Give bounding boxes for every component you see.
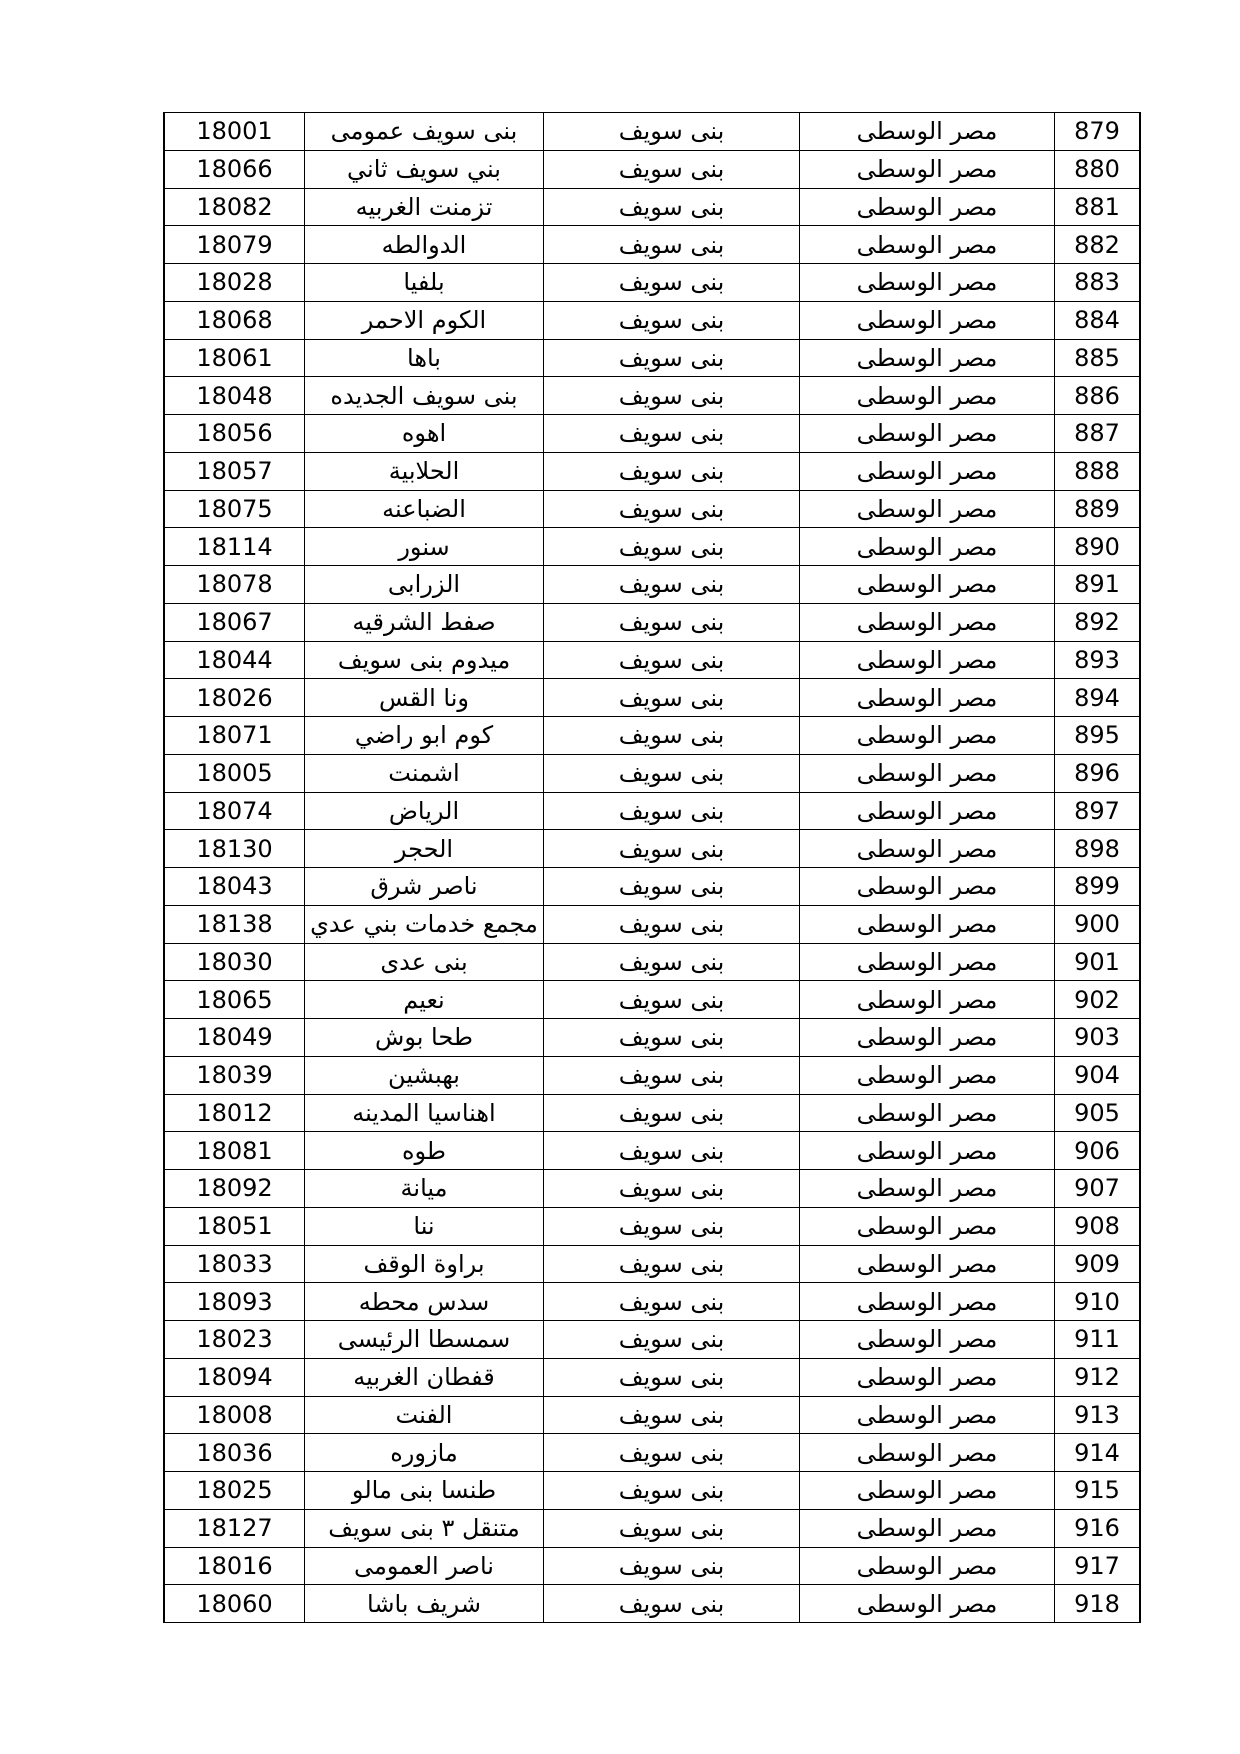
table-row [164, 1132, 1140, 1170]
table-row [164, 1283, 1140, 1321]
code-cell: 18071 [164, 717, 305, 755]
office-cell: مجمع خدمات بني عدي [305, 905, 544, 943]
table-row [164, 1321, 1140, 1359]
row-number-cell: 888 [1055, 452, 1141, 490]
region-cell: مصر الوسطى [800, 528, 1055, 566]
row-number-cell: 918 [1055, 1585, 1141, 1623]
office-cell: سمسطا الرئيسى [305, 1321, 544, 1359]
code-cell: 18051 [164, 1207, 305, 1245]
table-row [164, 452, 1140, 490]
table-row [164, 830, 1140, 868]
region-cell: مصر الوسطى [800, 981, 1055, 1019]
table-row [164, 1396, 1140, 1434]
table-row [164, 1358, 1140, 1396]
code-cell: 18016 [164, 1547, 305, 1585]
office-cell: اشمنت [305, 754, 544, 792]
code-cell: 18060 [164, 1585, 305, 1623]
office-cell: بنى سويف عمومى [305, 113, 544, 151]
office-cell: الرياض [305, 792, 544, 830]
code-cell: 18068 [164, 301, 305, 339]
table-row [164, 528, 1140, 566]
office-cell: بلفيا [305, 264, 544, 302]
row-number-cell: 902 [1055, 981, 1141, 1019]
table-row [164, 754, 1140, 792]
office-cell: ميدوم بنى سويف [305, 641, 544, 679]
governorate-cell: بنى سويف [544, 754, 800, 792]
code-cell: 18138 [164, 905, 305, 943]
office-cell: الكوم الاحمر [305, 301, 544, 339]
region-cell: مصر الوسطى [800, 1509, 1055, 1547]
governorate-cell: بنى سويف [544, 717, 800, 755]
row-number-cell: 900 [1055, 905, 1141, 943]
row-number-cell: 910 [1055, 1283, 1141, 1321]
region-cell: مصر الوسطى [800, 490, 1055, 528]
governorate-cell: بنى سويف [544, 528, 800, 566]
code-cell: 18028 [164, 264, 305, 302]
code-cell: 18036 [164, 1434, 305, 1472]
region-cell: مصر الوسطى [800, 1170, 1055, 1208]
row-number-cell: 908 [1055, 1207, 1141, 1245]
governorate-cell: بنى سويف [544, 301, 800, 339]
table-row [164, 1472, 1140, 1510]
office-cell: بنى سويف الجديده [305, 377, 544, 415]
governorate-cell: بنى سويف [544, 1547, 800, 1585]
governorate-cell: بنى سويف [544, 641, 800, 679]
row-number-cell: 884 [1055, 301, 1141, 339]
row-number-cell: 911 [1055, 1321, 1141, 1359]
office-cell: سنور [305, 528, 544, 566]
row-number-cell: 912 [1055, 1358, 1141, 1396]
table-row [164, 226, 1140, 264]
governorate-cell: بنى سويف [544, 1283, 800, 1321]
code-cell: 18066 [164, 150, 305, 188]
office-cell: الزرابى [305, 566, 544, 604]
office-cell: قفطان الغربيه [305, 1358, 544, 1396]
row-number-cell: 901 [1055, 943, 1141, 981]
governorate-cell: بنى سويف [544, 792, 800, 830]
table-row [164, 717, 1140, 755]
table-row [164, 415, 1140, 453]
code-cell: 18001 [164, 113, 305, 151]
governorate-cell: بنى سويف [544, 1245, 800, 1283]
table-row [164, 981, 1140, 1019]
region-cell: مصر الوسطى [800, 188, 1055, 226]
office-cell: مازوره [305, 1434, 544, 1472]
row-number-cell: 889 [1055, 490, 1141, 528]
code-cell: 18075 [164, 490, 305, 528]
office-cell: الحلابية [305, 452, 544, 490]
office-cell: ناصر شرق [305, 868, 544, 906]
region-cell: مصر الوسطى [800, 1056, 1055, 1094]
table-row [164, 1434, 1140, 1472]
table-row [164, 264, 1140, 302]
governorate-cell: بنى سويف [544, 981, 800, 1019]
region-cell: مصر الوسطى [800, 452, 1055, 490]
office-cell: طوه [305, 1132, 544, 1170]
table-row [164, 905, 1140, 943]
office-cell: الفنت [305, 1396, 544, 1434]
governorate-cell: بنى سويف [544, 1170, 800, 1208]
row-number-cell: 894 [1055, 679, 1141, 717]
code-cell: 18012 [164, 1094, 305, 1132]
region-cell: مصر الوسطى [800, 905, 1055, 943]
governorate-cell: بنى سويف [544, 113, 800, 151]
code-cell: 18044 [164, 641, 305, 679]
governorate-cell: بنى سويف [544, 566, 800, 604]
office-cell: اهناسيا المدينه [305, 1094, 544, 1132]
office-cell: سدس محطه [305, 1283, 544, 1321]
row-number-cell: 887 [1055, 415, 1141, 453]
table-row [164, 188, 1140, 226]
code-cell: 18061 [164, 339, 305, 377]
row-number-cell: 914 [1055, 1434, 1141, 1472]
office-cell: بني سويف ثاني [305, 150, 544, 188]
office-cell: تزمنت الغربيه [305, 188, 544, 226]
row-number-cell: 897 [1055, 792, 1141, 830]
governorate-cell: بنى سويف [544, 1056, 800, 1094]
code-cell: 18008 [164, 1396, 305, 1434]
office-cell: شريف باشا [305, 1585, 544, 1623]
region-cell: مصر الوسطى [800, 1245, 1055, 1283]
office-cell: الضباعنه [305, 490, 544, 528]
row-number-cell: 881 [1055, 188, 1141, 226]
region-cell: مصر الوسطى [800, 339, 1055, 377]
governorate-cell: بنى سويف [544, 943, 800, 981]
table-row [164, 792, 1140, 830]
governorate-cell: بنى سويف [544, 1321, 800, 1359]
region-cell: مصر الوسطى [800, 150, 1055, 188]
row-number-cell: 906 [1055, 1132, 1141, 1170]
code-cell: 18026 [164, 679, 305, 717]
row-number-cell: 890 [1055, 528, 1141, 566]
region-cell: مصر الوسطى [800, 1094, 1055, 1132]
code-cell: 18067 [164, 603, 305, 641]
row-number-cell: 898 [1055, 830, 1141, 868]
table-row [164, 1245, 1140, 1283]
row-number-cell: 907 [1055, 1170, 1141, 1208]
office-cell: ونا القس [305, 679, 544, 717]
office-cell: الدوالطه [305, 226, 544, 264]
governorate-cell: بنى سويف [544, 1585, 800, 1623]
row-number-cell: 915 [1055, 1472, 1141, 1510]
row-number-cell: 895 [1055, 717, 1141, 755]
code-cell: 18049 [164, 1019, 305, 1057]
table-row [164, 641, 1140, 679]
row-number-cell: 880 [1055, 150, 1141, 188]
office-cell: باها [305, 339, 544, 377]
office-cell: طنسا بنى مالو [305, 1472, 544, 1510]
code-cell: 18093 [164, 1283, 305, 1321]
row-number-cell: 891 [1055, 566, 1141, 604]
table-row [164, 1019, 1140, 1057]
region-cell: مصر الوسطى [800, 113, 1055, 151]
row-number-cell: 885 [1055, 339, 1141, 377]
region-cell: مصر الوسطى [800, 1396, 1055, 1434]
code-cell: 18130 [164, 830, 305, 868]
governorate-cell: بنى سويف [544, 1132, 800, 1170]
governorate-cell: بنى سويف [544, 1094, 800, 1132]
code-cell: 18082 [164, 188, 305, 226]
region-cell: مصر الوسطى [800, 717, 1055, 755]
governorate-cell: بنى سويف [544, 339, 800, 377]
row-number-cell: 916 [1055, 1509, 1141, 1547]
code-cell: 18033 [164, 1245, 305, 1283]
governorate-cell: بنى سويف [544, 1019, 800, 1057]
code-cell: 18074 [164, 792, 305, 830]
row-number-cell: 893 [1055, 641, 1141, 679]
table-row [164, 1547, 1140, 1585]
table-row [164, 1094, 1140, 1132]
code-cell: 18057 [164, 452, 305, 490]
code-cell: 18005 [164, 754, 305, 792]
table-row [164, 1056, 1140, 1094]
region-cell: مصر الوسطى [800, 679, 1055, 717]
office-cell: ميانة [305, 1170, 544, 1208]
code-cell: 18081 [164, 1132, 305, 1170]
office-cell: ناصر العمومى [305, 1547, 544, 1585]
row-number-cell: 879 [1055, 113, 1141, 151]
governorate-cell: بنى سويف [544, 830, 800, 868]
region-cell: مصر الوسطى [800, 264, 1055, 302]
table-body [164, 113, 1140, 1623]
region-cell: مصر الوسطى [800, 1547, 1055, 1585]
row-number-cell: 905 [1055, 1094, 1141, 1132]
code-cell: 18048 [164, 377, 305, 415]
region-cell: مصر الوسطى [800, 1585, 1055, 1623]
office-cell: براوة الوقف [305, 1245, 544, 1283]
governorate-cell: بنى سويف [544, 603, 800, 641]
code-cell: 18094 [164, 1358, 305, 1396]
code-cell: 18039 [164, 1056, 305, 1094]
region-cell: مصر الوسطى [800, 830, 1055, 868]
governorate-cell: بنى سويف [544, 1358, 800, 1396]
code-cell: 18030 [164, 943, 305, 981]
code-cell: 18127 [164, 1509, 305, 1547]
governorate-cell: بنى سويف [544, 377, 800, 415]
office-cell: نعيم [305, 981, 544, 1019]
region-cell: مصر الوسطى [800, 226, 1055, 264]
table-row [164, 377, 1140, 415]
governorate-cell: بنى سويف [544, 868, 800, 906]
governorate-cell: بنى سويف [544, 264, 800, 302]
code-cell: 18078 [164, 566, 305, 604]
table-row [164, 603, 1140, 641]
table-row [164, 339, 1140, 377]
region-cell: مصر الوسطى [800, 641, 1055, 679]
region-cell: مصر الوسطى [800, 943, 1055, 981]
governorate-cell: بنى سويف [544, 1509, 800, 1547]
row-number-cell: 904 [1055, 1056, 1141, 1094]
office-cell: بهبشين [305, 1056, 544, 1094]
row-number-cell: 909 [1055, 1245, 1141, 1283]
row-number-cell: 882 [1055, 226, 1141, 264]
table-row [164, 943, 1140, 981]
office-cell: بنى عدى [305, 943, 544, 981]
region-cell: مصر الوسطى [800, 1132, 1055, 1170]
region-cell: مصر الوسطى [800, 1321, 1055, 1359]
governorate-cell: بنى سويف [544, 679, 800, 717]
region-cell: مصر الوسطى [800, 377, 1055, 415]
offices-table [163, 112, 1141, 1623]
governorate-cell: بنى سويف [544, 226, 800, 264]
governorate-cell: بنى سويف [544, 1472, 800, 1510]
office-cell: صفط الشرقيه [305, 603, 544, 641]
region-cell: مصر الوسطى [800, 1358, 1055, 1396]
region-cell: مصر الوسطى [800, 415, 1055, 453]
governorate-cell: بنى سويف [544, 1207, 800, 1245]
row-number-cell: 883 [1055, 264, 1141, 302]
table-row [164, 1207, 1140, 1245]
region-cell: مصر الوسطى [800, 566, 1055, 604]
table-row [164, 1509, 1140, 1547]
region-cell: مصر الوسطى [800, 1434, 1055, 1472]
row-number-cell: 892 [1055, 603, 1141, 641]
table-row [164, 490, 1140, 528]
table-row [164, 150, 1140, 188]
table-row [164, 566, 1140, 604]
region-cell: مصر الوسطى [800, 603, 1055, 641]
code-cell: 18065 [164, 981, 305, 1019]
table-row [164, 301, 1140, 339]
governorate-cell: بنى سويف [544, 415, 800, 453]
table-row [164, 1585, 1140, 1623]
governorate-cell: بنى سويف [544, 1434, 800, 1472]
row-number-cell: 896 [1055, 754, 1141, 792]
governorate-cell: بنى سويف [544, 490, 800, 528]
region-cell: مصر الوسطى [800, 1283, 1055, 1321]
code-cell: 18025 [164, 1472, 305, 1510]
code-cell: 18043 [164, 868, 305, 906]
governorate-cell: بنى سويف [544, 905, 800, 943]
office-cell: متنقل ٣ بنى سويف [305, 1509, 544, 1547]
row-number-cell: 903 [1055, 1019, 1141, 1057]
office-cell: كوم ابو راضي [305, 717, 544, 755]
code-cell: 18114 [164, 528, 305, 566]
office-cell: اهوه [305, 415, 544, 453]
row-number-cell: 899 [1055, 868, 1141, 906]
region-cell: مصر الوسطى [800, 1019, 1055, 1057]
table-row [164, 113, 1140, 151]
office-cell: ننا [305, 1207, 544, 1245]
region-cell: مصر الوسطى [800, 301, 1055, 339]
code-cell: 18056 [164, 415, 305, 453]
region-cell: مصر الوسطى [800, 792, 1055, 830]
governorate-cell: بنى سويف [544, 188, 800, 226]
office-cell: طحا بوش [305, 1019, 544, 1057]
governorate-cell: بنى سويف [544, 150, 800, 188]
region-cell: مصر الوسطى [800, 1472, 1055, 1510]
row-number-cell: 913 [1055, 1396, 1141, 1434]
row-number-cell: 917 [1055, 1547, 1141, 1585]
code-cell: 18092 [164, 1170, 305, 1208]
region-cell: مصر الوسطى [800, 754, 1055, 792]
region-cell: مصر الوسطى [800, 868, 1055, 906]
code-cell: 18023 [164, 1321, 305, 1359]
table-row [164, 868, 1140, 906]
governorate-cell: بنى سويف [544, 452, 800, 490]
code-cell: 18079 [164, 226, 305, 264]
table-row [164, 1170, 1140, 1208]
governorate-cell: بنى سويف [544, 1396, 800, 1434]
office-cell: الحجر [305, 830, 544, 868]
table-row [164, 679, 1140, 717]
region-cell: مصر الوسطى [800, 1207, 1055, 1245]
row-number-cell: 886 [1055, 377, 1141, 415]
